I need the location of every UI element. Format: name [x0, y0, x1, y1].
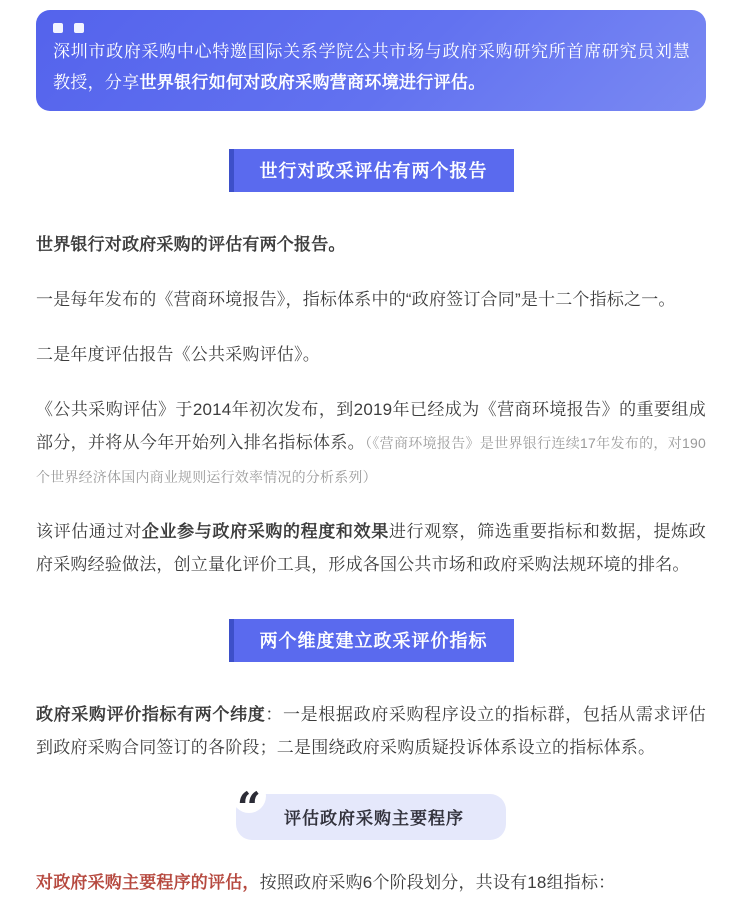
quote-square-icon [53, 23, 63, 33]
two-dimensions-rest: ：一是根据政府采购程序设立的指标群，包括从需求评估到政府采购合同签订的各阶段；二是围绕政府采购质疑投诉体系设立的指标体系。 [36, 705, 706, 758]
quote-square-icon [74, 23, 84, 33]
quote-card-title: 评估政府采购主要程序 [284, 809, 464, 829]
paragraph-main-procedures [36, 866, 706, 899]
two-dimensions-bold: 政府采购评价指标有两个纬度 [36, 705, 266, 724]
intro-emphasis: 世界银行如何对政府采购营商环境进行评估。 [139, 72, 486, 92]
paragraph-evaluation-method [36, 515, 706, 581]
paragraph-two-reports: 世界银行对政府采购的评估有两个报告。 [36, 234, 346, 254]
section-heading-dimensions [229, 619, 514, 662]
main-procedures-rest: 按照政府采购6个阶段划分，共设有18组指标： [259, 873, 616, 893]
intro-lead: 深圳市政府采购中心特邀国际关系学院公共市场与政府采购研究所首席研究员刘慧教授，分享 [53, 42, 690, 92]
section-heading-label: 世行对政采评估有两个报告 [259, 160, 488, 181]
paragraph-annual-assessment: 二是年度评估报告《公共采购评估》。 [36, 345, 320, 365]
section-heading-label: 两个维度建立政采评价指标 [259, 631, 488, 651]
paragraph-doing-business-report: 一是每年发布的《营商环境报告》，指标体系中的“政府签订合同”是十二个指标之一。 [36, 290, 676, 310]
evaluation-method-bold: 企业参与政府采购的程度和效果 [141, 521, 389, 541]
intro-text [53, 37, 690, 99]
evaluation-method-pre: 该评估通过对 [36, 521, 142, 541]
assessment-history-main: 《公共采购评估》于2014年初次发布，到2019年已经成为《营商环境报告》的重要组成部分，并将从今年开始列入排名指标体系。 [36, 400, 706, 453]
quote-mark-icon: “ [232, 779, 266, 813]
evaluation-method-post: 进行观察，筛选重要指标和数据，提炼政府采购经验做法，创立量化评价工具，形成各国公共市场和政府采购法规环境的排名。 [36, 521, 706, 574]
section-heading-reports [229, 149, 514, 192]
quote-squares-icon [53, 20, 690, 34]
intro-card [36, 10, 706, 111]
assessment-history-note: （《营商环境报告》是世界银行连续17年发布的，对190个世界经济体国内商业规则运行效率情况的分析系列） [36, 435, 706, 485]
paragraph-assessment-history [36, 393, 706, 492]
main-procedures-red-lead: 对政府采购主要程序的评估， [36, 873, 260, 893]
paragraph-two-dimensions [36, 698, 706, 764]
quote-card [236, 783, 506, 840]
